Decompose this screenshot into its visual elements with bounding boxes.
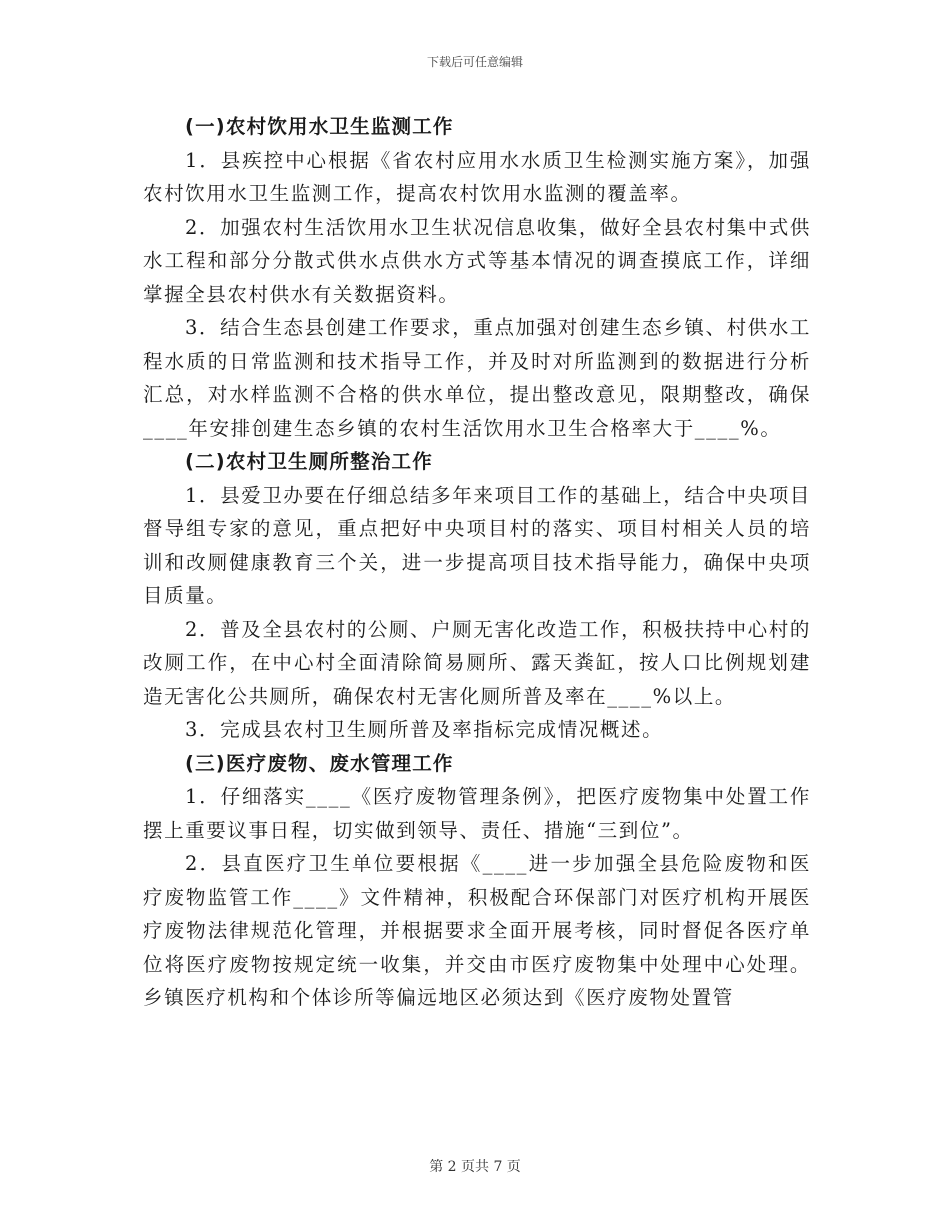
paragraph: 3．完成县农村卫生厕所普及率指标完成情况概述。 — [185, 718, 664, 741]
paragraph: 2．县直医疗卫生单位要根据《____进一步加强全县危险废物和医疗废物监管工作____》文件精神，积极配合环保部门对医疗机构开展医疗废物法律规范化管理，并根据要求全面开展考核，同时督促各医疗单位将医疗废物按规定统一收集，并交由市医疗废物集中处理中心处理。乡镇医疗机构和个体诊所等偏远地区必须达到《医疗废物处置管 — [143, 852, 811, 1009]
page-header: 下载后可任意编辑 — [426, 55, 523, 69]
paragraph: 1．县疾控中心根据《省农村应用水水质卫生检测实施方案》，加强农村饮用水卫生监测工作，提高农村饮用水监测的覆盖率。 — [143, 148, 811, 205]
section-heading: (二)农村卫生厕所整治工作 — [185, 450, 433, 473]
paragraph: 2．加强农村生活饮用水卫生状况信息收集，做好全县农村集中式供水工程和部分分散式供水点供水方式等基本情况的调查摸底工作，详细掌握全县农村供水有关数据资料。 — [143, 215, 811, 306]
section-heading: (一)农村饮用水卫生监测工作 — [185, 115, 454, 138]
page-footer: 第 2 页共 7 页 — [429, 1159, 521, 1175]
paragraph: 1．仔细落实____《医疗废物管理条例》，把医疗废物集中处置工作摆上重要议事日程，切实做到领导、责任、措施“三到位”。 — [143, 785, 811, 842]
paragraph: 1．县爱卫办要在仔细总结多年来项目工作的基础上，结合中央项目督导组专家的意见，重点把好中央项目村的落实、项目村相关人员的培训和改厕健康教育三个关，进一步提高项目技术指导能力，确保中央项目质量。 — [143, 483, 811, 607]
document-body — [143, 110, 811, 1015]
paragraph: 3．结合生态县创建工作要求，重点加强对创建生态乡镇、村供水工程水质的日常监测和技术指导工作，并及时对所监测到的数据进行分析汇总，对水样监测不合格的供水单位，提出整改意见，限期整改，确保____年安排创建生态乡镇的农村生活饮用水卫生合格率大于____%。 — [143, 316, 811, 440]
section-heading: (三)医疗废物、废水管理工作 — [185, 751, 454, 775]
paragraph: 2．普及全县农村的公厕、户厕无害化改造工作，积极扶持中心村的改厕工作，在中心村全面清除简易厕所、露天粪缸，按人口比例规划建造无害化公共厕所，确保农村无害化厕所普及率在____%以上。 — [143, 617, 811, 708]
